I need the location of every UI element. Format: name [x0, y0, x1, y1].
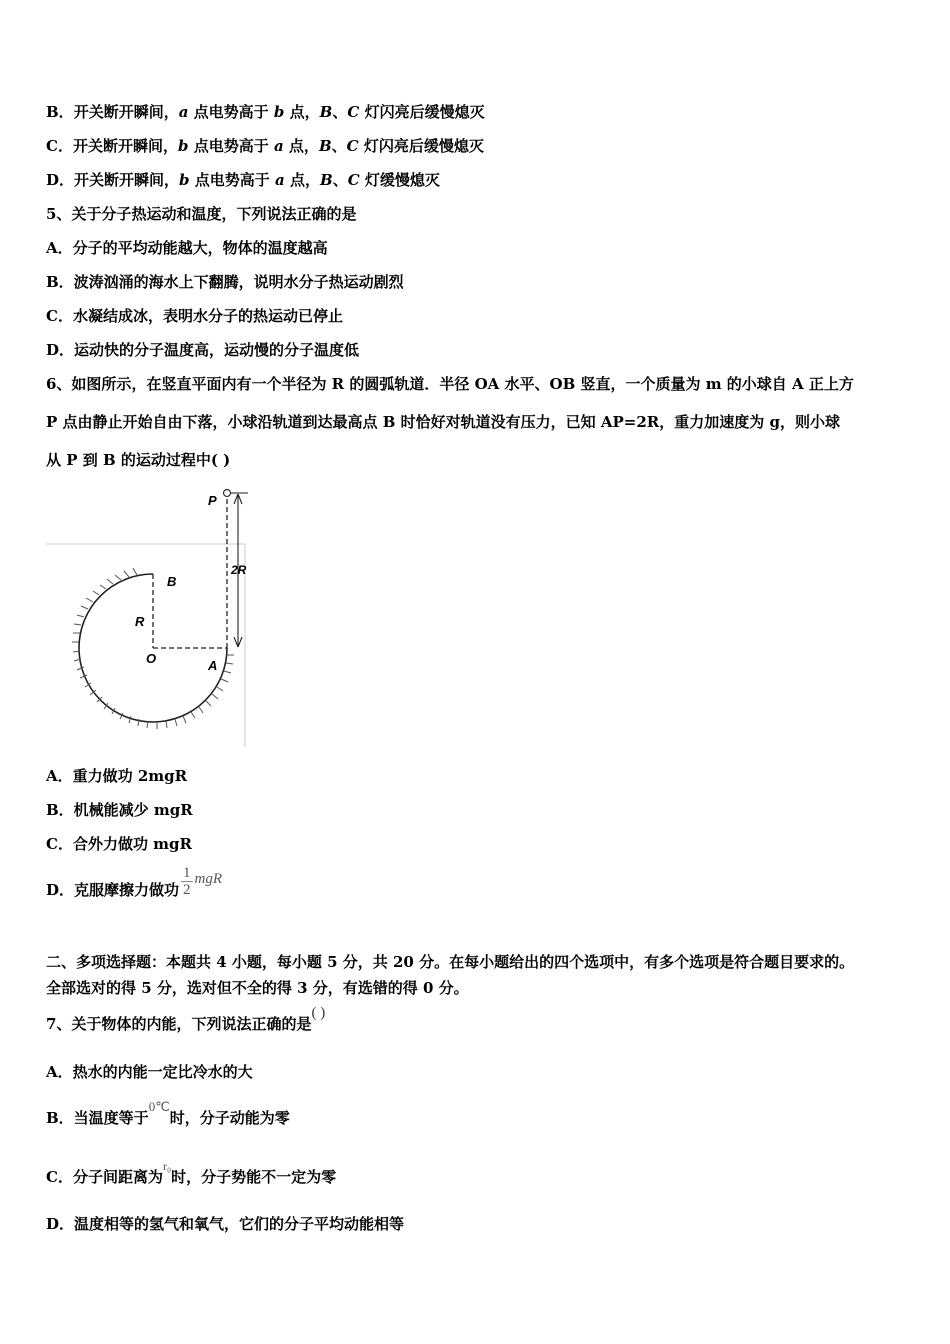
label-o: O — [146, 651, 157, 666]
q7-option-a: A．热水的内能一定比冷水的大 — [46, 1063, 253, 1081]
q6-figure — [40, 482, 260, 752]
q6-stem-line1: 6、如图所示，在竖直平面内有一个半径为 R 的圆弧轨道．半径 OA 水平、OB 竖直，一个质量为 m 的小球自 A 正上方 — [46, 375, 854, 393]
q6-stem-line3: 从 P 到 B 的运动过程中( ) — [46, 451, 231, 469]
section2-heading-line2: 全部选对的得 5 分，选对但不全的得 3 分，有选错的得 0 分。 — [46, 979, 469, 997]
q5-option-c: C．水凝结成冰，表明水分子的热运动已停止 — [46, 307, 343, 325]
label-r: R — [135, 614, 145, 629]
fraction-one-half: $\frac{1}{2}$ — [183, 864, 191, 898]
q5-stem: 5、关于分子热运动和温度，下列说法正确的是 — [46, 205, 357, 223]
label-b: B — [167, 574, 177, 589]
q7-option-b: B．当温度等于0℃时，分子动能为零 — [46, 1099, 290, 1127]
q5-option-d: D．运动快的分子温度高，运动慢的分子温度低 — [46, 341, 360, 359]
q5-option-a: A．分子的平均动能越大，物体的温度越高 — [46, 239, 328, 257]
q7-stem: 7、关于物体的内能，下列说法正确的是( ) — [46, 1005, 326, 1033]
q7-option-d: D．温度相等的氢气和氧气，它们的分子平均动能相等 — [46, 1215, 405, 1233]
q6-option-a: A．重力做功 2mgR — [46, 767, 188, 785]
label-p: P — [208, 493, 217, 508]
q5-option-b: B．波涛汹涌的海水上下翻腾，说明水分子热运动剧烈 — [46, 273, 404, 291]
q6-stem-line2: P 点由静止开始自由下落，小球沿轨道到达最高点 B 时恰好对轨道没有压力，已知 AP=2R，重力加速度为 g，则小球 — [46, 413, 840, 431]
q6-option-c: C．合外力做功 mgR — [46, 835, 192, 853]
q7-option-c: C．分子间距离为$^{r_0}$时，分子势能不一定为零 — [46, 1159, 337, 1186]
q6-option-b: B．机械能减少 mgR — [46, 801, 193, 819]
ball-p — [224, 490, 231, 497]
label-a: A — [208, 658, 218, 673]
q4-option-b: B．开关断开瞬间，a 点电势高于 b 点，B、C 灯闪亮后缓慢熄灭 — [46, 103, 485, 121]
q6-option-d: D．克服摩擦力做功 $\frac{1}{2}$ mgR — [46, 864, 223, 899]
label-2r: 2R — [231, 563, 247, 577]
q4-option-c: C．开关断开瞬间，b 点电势高于 a 点，B、C 灯闪亮后缓慢熄灭 — [46, 137, 484, 155]
q4-option-d: D．开关断开瞬间，b 点电势高于 a 点，B、C 灯缓慢熄灭 — [46, 171, 440, 189]
section2-heading-line1: 二、多项选择题：本题共 4 小题，每小题 5 分，共 20 分。在每小题给出的四个选项中，有多个选项是符合题目要求的。 — [46, 953, 855, 971]
